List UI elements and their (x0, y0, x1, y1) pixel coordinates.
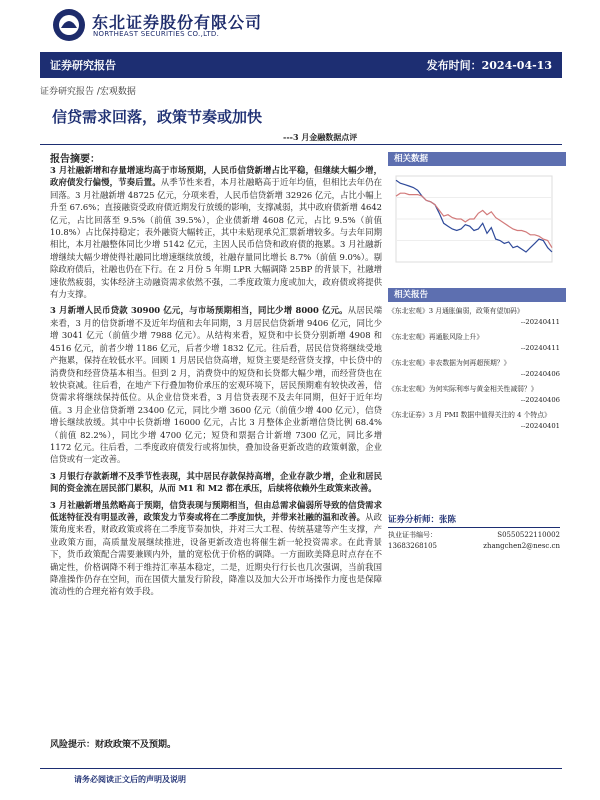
page-subtitle: ---3 月金融数据点评 (283, 132, 358, 142)
report-date: --20240406 (520, 396, 560, 404)
paragraph-lead: 3 月银行存款新增不及季节性表现，其中居民存款保持高增，企业存款少增，企业和居民间的资金流在居民部门累积，从而 M1 和 M2 都在承压，后续将依赖外生政策来改善。 (50, 470, 382, 494)
company-logo-icon (52, 8, 86, 42)
paragraph (50, 164, 382, 300)
related-data-heading: 相关数据 (388, 152, 566, 166)
cert-number: S0550522110002 (497, 531, 560, 539)
analyst-info (388, 515, 560, 552)
footer-disclaimer: 请务必阅读正文后的声明及说明 (70, 774, 190, 785)
report-title[interactable]: 《东北宏观》3 月通胀偏弱，政策有望加码》 (388, 307, 524, 315)
paragraph-lead: 3 月新增人民币贷款 30900 亿元，与市场预期相当，同比少增 8000 亿元。 (50, 305, 348, 316)
report-title[interactable]: 《东北宏观》为何实际利率与黄金相关性减弱？》 (388, 385, 538, 393)
report-date: --20240406 (520, 370, 560, 378)
title-divider (40, 144, 562, 145)
related-reports-heading: 相关报告 (388, 288, 566, 302)
footer (70, 774, 190, 785)
company-logo (52, 8, 302, 44)
publish-date: 发布时间：2024-04-13 (426, 59, 552, 72)
related-data-chart (388, 168, 560, 280)
page-title: 信贷需求回落，政策节奏或加快 (52, 108, 263, 126)
paragraph (50, 470, 382, 495)
breadcrumb: 证券研究报告 /宏观数据 (40, 87, 136, 97)
report-title[interactable]: 《东北证券》3 月 PMI 数据中值得关注的 4 个特点》 (388, 411, 551, 419)
paragraph (50, 499, 382, 598)
cert-label: 执业证书编号： (388, 531, 437, 539)
report-date: --20240411 (520, 344, 560, 352)
chart-series (396, 180, 552, 252)
risk-warning: 风险提示：财政政策不及预期。 (50, 740, 177, 750)
paragraph-text: 从居民端来看，3 月的信贷新增不及近年均值和去年同期，3 月居民信贷新增 9406 亿元，同比少增 3041 亿元（前值少增 7988 亿元）。从结构来看，短贷和中长贷分别新增 4908 和 4516 亿元，前者少增 1186 亿元，后者少增 1832 亿元。往后看，居民信贷将继续受地产拖累，保持在较低水平。回顾 1 月居民信贷高增，短贷主要是经营贷支撑，中长贷中的消费贷和经营贷基本相当。但到 2 月，消费贷中的短贷和长贷都大幅少增，而经营贷也在较快衰减。往后看，在地产下行叠加物价承压的宏观环境下，居民预期难有较快改善，信贷需求将继续保持低位。从企业信贷来看，3 月信贷表现不及去年同期，但好于近年均值。3 月企业信贷新增 23400 亿元，同比少增 3600 亿元（前值少增 400 亿元），信贷增长继续放缓。其中中长贷新增 16000 亿元，占比 3 月整体企业新增信贷比例 68.4%（前值 82.2%），同比少增 4700 亿元；短贷和票据合计新增 7300 亿元，同比多增 1172 亿元。往后看，二季度政府债发行或将加快，叠加设备更新改造的政策刺激，企业信贷或有一定改善。 (50, 305, 382, 465)
company-name-en: NORTHEAST SECURITIES CO.,LTD. (93, 30, 220, 38)
report-title[interactable]: 《东北宏观》非农数据为何再超预期？》 (388, 359, 511, 367)
report-banner (40, 52, 562, 78)
chart-series-line-1 (396, 193, 552, 248)
paragraph-text: 从政策角度来看，财政政策或将在二季度节奏加快，并对三大工程、传统基建等产生支撑，产业政策方面，高质量发展继续推进，设备更新改造也将催生新一轮投资需求。在此背景下，货币政策配合需要兼顾内外，量的宽松优于价格的调降。一方面欧美降息时点存在不确定性，价格调降不利于维持汇率基本稳定，二是，近期央行行长也几次强调，当前我国降准操作仍存在空间，而在国债大量发行阶段，降准以及加大公开市场操作力度也是保障流动性的合理充裕有效手段。 (50, 511, 383, 597)
report-type: 证券研究报告 (50, 59, 116, 72)
analyst-email[interactable]: zhangchen2@nesc.cn (483, 542, 560, 550)
report-date: --20240411 (520, 318, 560, 326)
report-body (50, 164, 382, 602)
report-item[interactable] (388, 410, 560, 432)
paragraph-lead: 3 月社融新增虽然略高于预期，信贷表现与预期相当，但由总需求偏弱所导致的信贷需求低迷特征没有明显改善，政策发力节奏或将在二季度加快，并带来社融的温和改善。 (50, 499, 382, 522)
company-name-cn: 东北证券股份有限公司 (92, 13, 263, 32)
chart-series-line-0 (396, 180, 552, 252)
analyst-heading: 证券分析师：张陈 (388, 515, 560, 528)
report-date: --20240401 (520, 422, 560, 430)
footer-divider (40, 768, 562, 769)
analyst-phone: 13683268105 (388, 542, 437, 550)
cert-row (388, 530, 560, 541)
report-title[interactable]: 《东北宏观》再通胀风险上升》 (388, 333, 484, 341)
report-item[interactable] (388, 384, 560, 406)
report-item[interactable] (388, 332, 560, 354)
summary-heading: 报告摘要： (50, 154, 100, 165)
report-item[interactable] (388, 306, 560, 328)
paragraph (50, 304, 382, 465)
report-item[interactable] (388, 358, 560, 380)
contact-row (388, 541, 560, 552)
related-reports-list (388, 306, 560, 436)
paragraph-text: 从季节性来看，本月社融略高于近年均值，但相比去年仍在回落。3 月社融新增 48725 亿元，分项来看，人民币信贷新增 32926 亿元，占比小幅上升至 67.6%；直接融资受政府债近期发行放缓的影响，支撑减弱，其中政府债新增 4642 亿元，占比回落至 9.5%（前值 39.5%），企业债新增 4608 亿元，占比 9.5%（前值 10.8%）占比保持稳定；表外融资大幅转正，其中未贴现承兑汇票新增较多。与去年同期相比，本月社融整体同比少增 5142 亿元，主因人民币信贷和政府债的拖累。3 月社融新增继续大幅少增使得社融同比增速继续放缓，社融存量同比增长 8.7%（前值 9.0%）。剔除政府债后，社融也仍在下行。在 2 月份 5 年期 LPR 大幅调降 25BP 的背景下，社融增速依然疲弱，实体经济主动融资需求依然不强，二季度政策力度或加大，政府债或将提供有力支撑。 (50, 177, 383, 300)
paragraph-lead: 3 月社融新增和存量增速均高于市场预期，人民币信贷新增占比平稳，但继续大幅少增，政府债发行偏慢，节奏后置。 (50, 165, 382, 188)
